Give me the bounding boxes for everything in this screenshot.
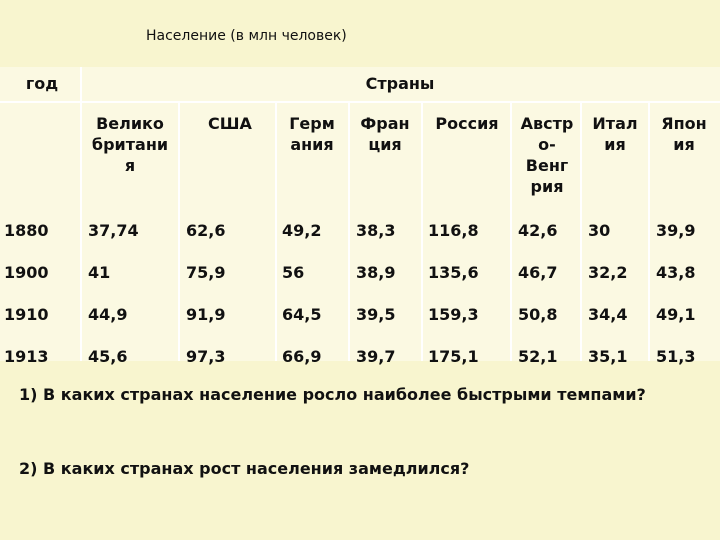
year-cell: 1910 <box>4 305 49 324</box>
value-cell: 175,1 <box>428 347 479 366</box>
value-cell: 91,9 <box>186 305 226 324</box>
value-cell: 45,6 <box>88 347 128 366</box>
column-header: Герм ания <box>289 114 335 154</box>
value-cell: 52,1 <box>518 347 558 366</box>
value-cell: 30 <box>588 221 611 240</box>
column-header: Австр о- Венг рия <box>520 114 574 196</box>
value-column <box>588 199 627 388</box>
year-cell: 1900 <box>4 263 49 282</box>
value-cell: 116,8 <box>428 221 479 240</box>
value-cell: 66,9 <box>282 347 322 366</box>
page-title: Население (в млн человек) <box>146 28 347 44</box>
value-column <box>428 199 479 388</box>
value-cell: 43,8 <box>656 263 696 282</box>
header-divider <box>0 101 720 103</box>
value-cell: 34,4 <box>588 305 628 324</box>
value-cell: 32,2 <box>588 263 628 282</box>
year-cell: 1913 <box>4 347 49 366</box>
value-cell: 38,3 <box>356 221 396 240</box>
value-cell: 51,3 <box>656 347 696 366</box>
value-column <box>186 199 225 388</box>
value-cell: 39,5 <box>356 305 396 324</box>
value-column <box>518 199 557 388</box>
value-column <box>356 199 395 388</box>
value-cell: 39,9 <box>656 221 696 240</box>
column-header: Япон ия <box>661 114 707 154</box>
value-cell: 39,7 <box>356 347 396 366</box>
column-divider <box>421 103 423 361</box>
question-1: 1) В каких странах население росло наиболее быстрыми темпами? <box>19 385 646 404</box>
years-column <box>4 199 49 388</box>
year-header: год <box>25 74 59 93</box>
value-cell: 135,6 <box>428 263 479 282</box>
value-cell: 159,3 <box>428 305 479 324</box>
value-cell: 44,9 <box>88 305 128 324</box>
column-divider <box>80 67 82 361</box>
value-cell: 75,9 <box>186 263 226 282</box>
value-cell: 64,5 <box>282 305 322 324</box>
value-cell: 35,1 <box>588 347 628 366</box>
value-cell: 46,7 <box>518 263 558 282</box>
column-header: США <box>208 114 252 133</box>
year-cell: 1880 <box>4 221 49 240</box>
value-cell: 50,8 <box>518 305 558 324</box>
column-divider <box>178 103 180 361</box>
value-cell: 38,9 <box>356 263 396 282</box>
question-2: 2) В каких странах рост населения замедлился? <box>19 459 470 478</box>
value-cell: 56 <box>282 263 305 282</box>
value-column <box>88 199 139 388</box>
countries-header: Страны <box>365 74 435 93</box>
column-header: Фран ция <box>360 114 410 154</box>
value-cell: 97,3 <box>186 347 226 366</box>
value-column <box>656 199 695 388</box>
population-table <box>0 67 720 366</box>
column-header: Итал ия <box>592 114 638 154</box>
column-header: Велико британи я <box>91 114 169 175</box>
value-cell: 41 <box>88 263 111 282</box>
column-header: Россия <box>435 114 499 133</box>
value-cell: 37,74 <box>88 221 139 240</box>
value-column <box>282 199 321 388</box>
value-cell: 62,6 <box>186 221 226 240</box>
value-cell: 49,1 <box>656 305 696 324</box>
value-cell: 42,6 <box>518 221 558 240</box>
value-cell: 49,2 <box>282 221 322 240</box>
